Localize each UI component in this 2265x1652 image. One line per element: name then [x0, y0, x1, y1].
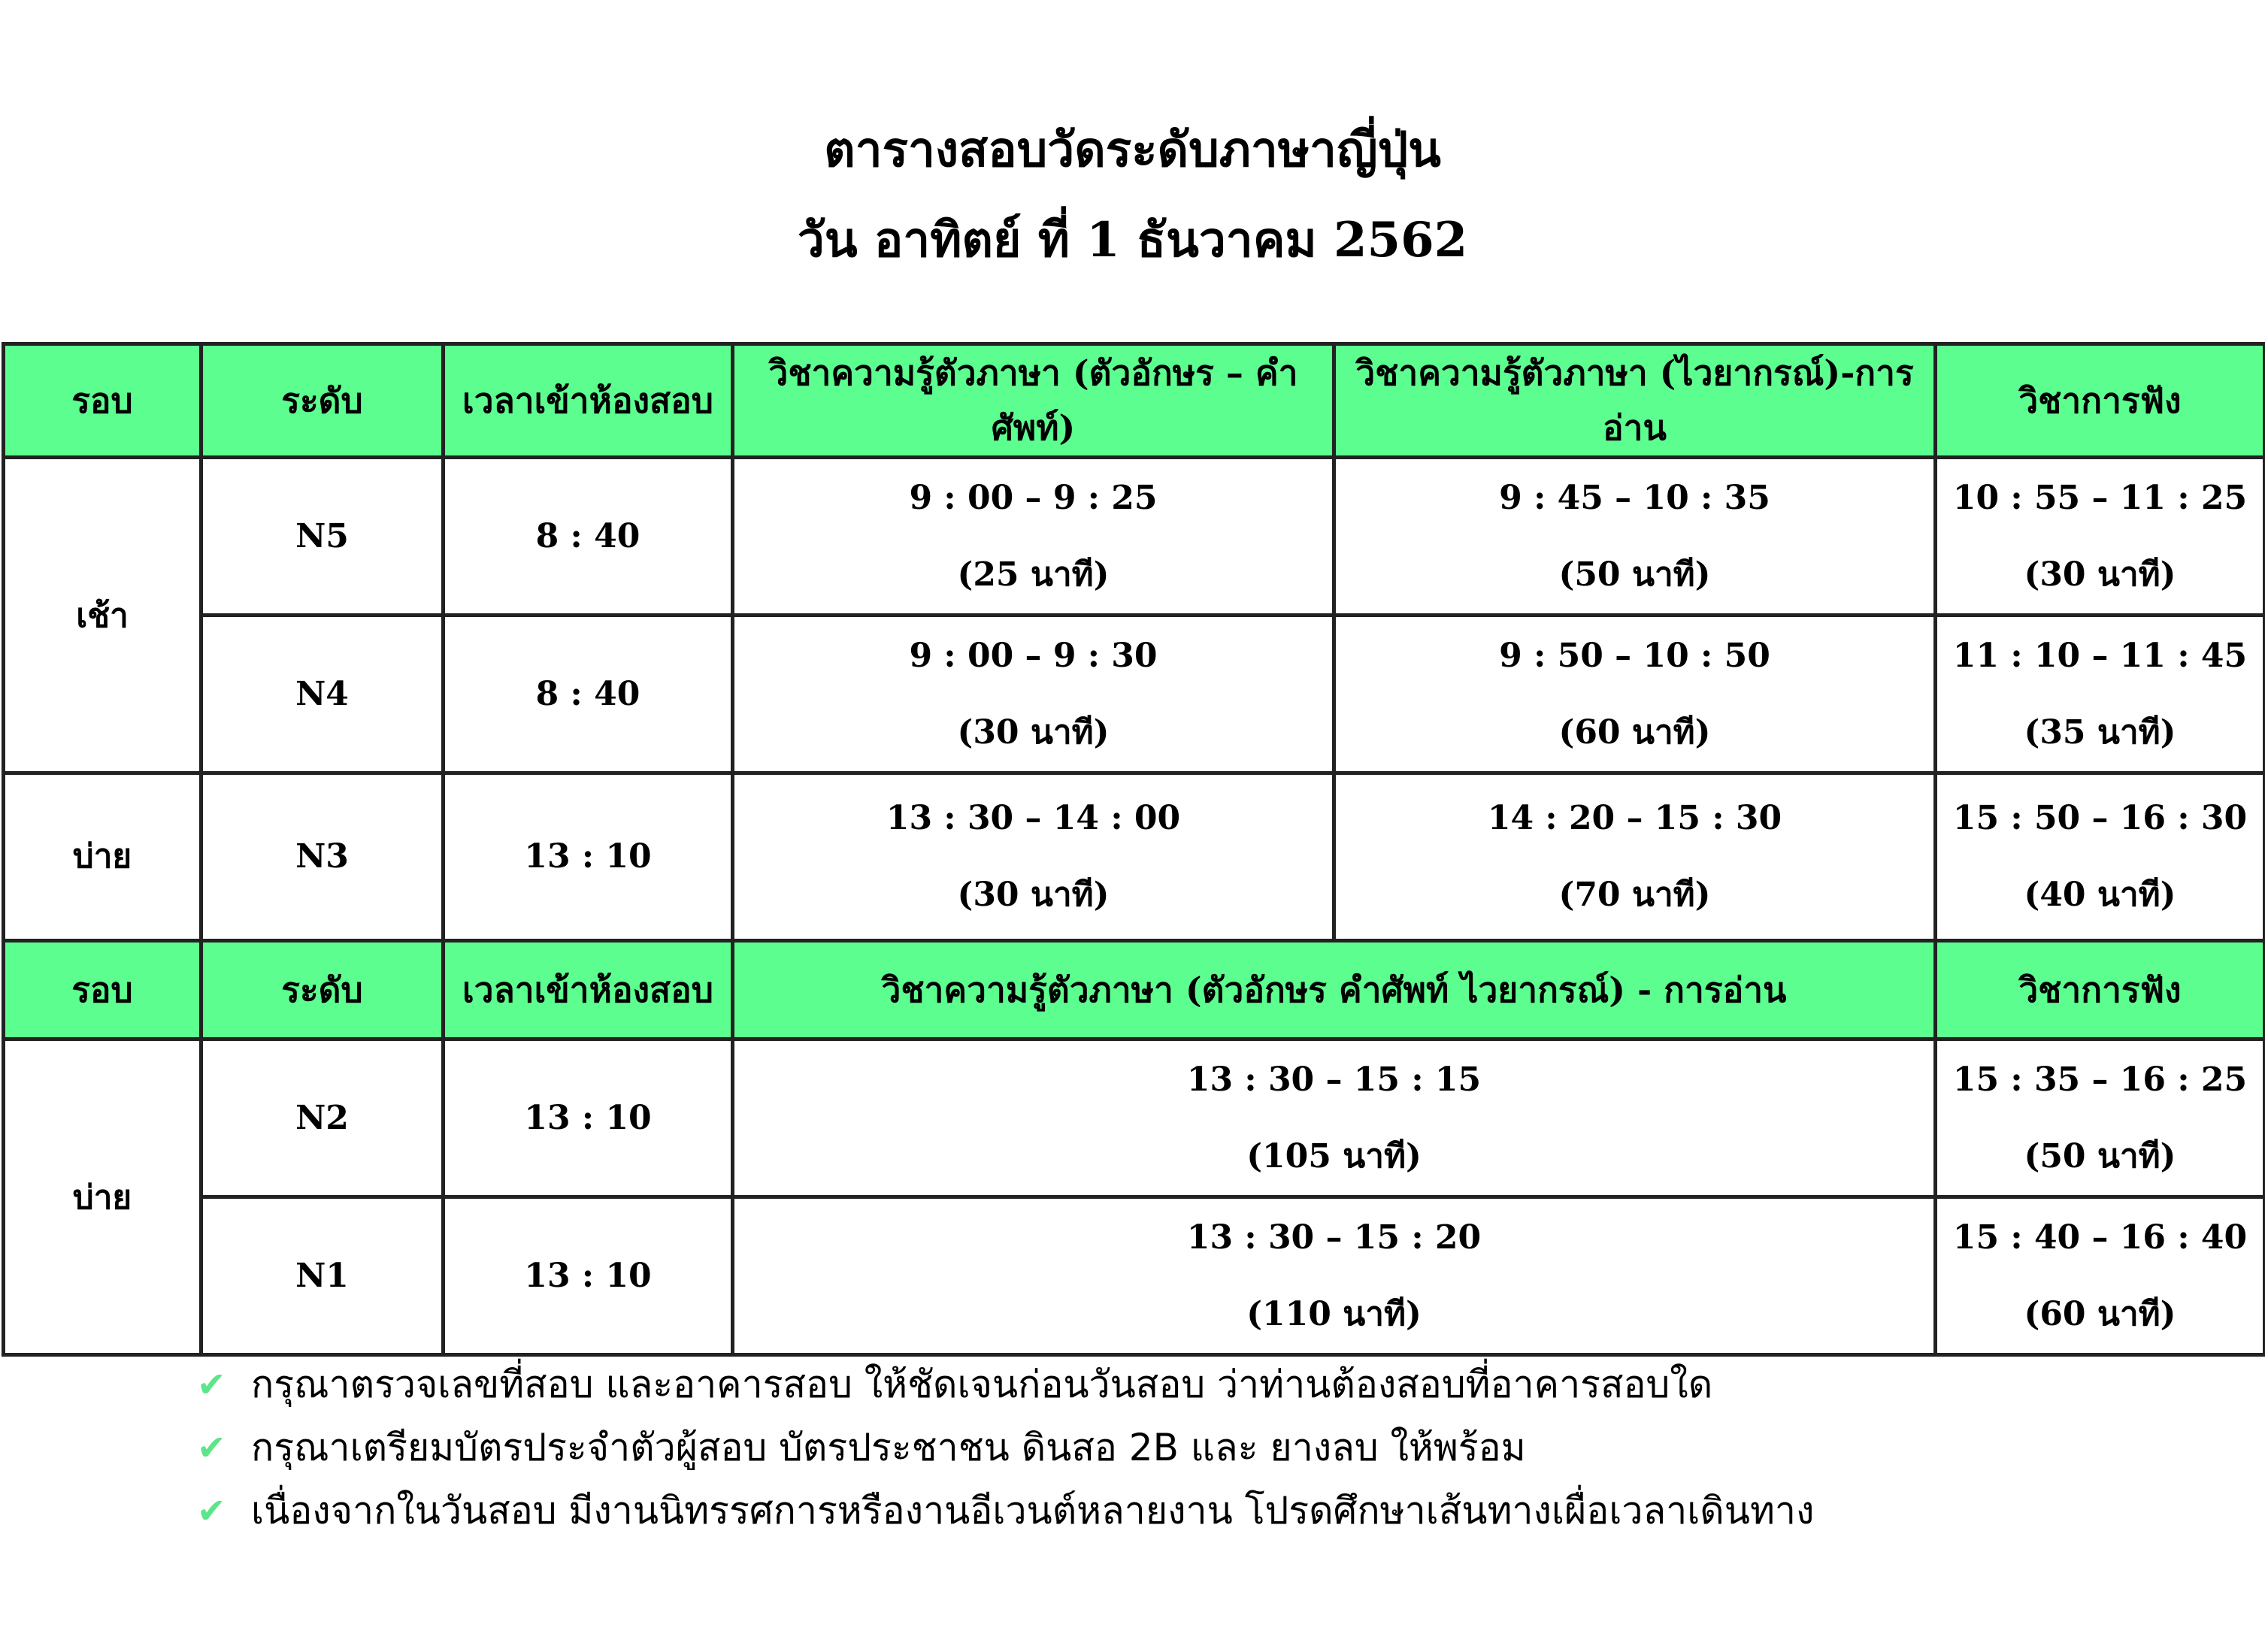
header-entry-time: เวลาเข้าห้องสอบ	[444, 941, 733, 1039]
exam-schedule-table	[2, 342, 2265, 1357]
header-entry-time: เวลาเข้าห้องสอบ	[444, 344, 733, 458]
entry-time-cell: 8 : 40	[444, 458, 733, 616]
check-icon: ✔	[197, 1364, 226, 1405]
entry-time-cell: 8 : 40	[444, 616, 733, 773]
listening-cell: 15 : 50 – 16 : 30 (40 นาที)	[1936, 773, 2265, 941]
check-icon: ✔	[197, 1490, 226, 1531]
note-text: กรุณาตรวจเลขที่สอบ และอาคารสอบ ให้ชัดเจนก่อนวันสอบ ว่าท่านต้องสอบที่อาคารสอบใด	[251, 1362, 1713, 1406]
list-item	[197, 1416, 1814, 1479]
entry-time-cell: 13 : 10	[444, 1039, 733, 1197]
level-cell: N2	[201, 1039, 444, 1197]
table-row	[4, 773, 2265, 941]
header-vocab: วิชาความรู้ตัวภาษา (ตัวอักษร – คำศัพท์)	[733, 344, 1334, 458]
level-cell: N4	[201, 616, 444, 773]
listening-cell: 10 : 55 – 11 : 25 (30 นาที)	[1936, 458, 2265, 616]
table-row	[4, 1197, 2265, 1355]
list-item	[197, 1479, 1814, 1542]
header-listening: วิชาการฟัง	[1936, 344, 2265, 458]
round-afternoon: บ่าย	[4, 1039, 201, 1355]
header-listening: วิชาการฟัง	[1936, 941, 2265, 1039]
page-subtitle: วัน อาทิตย์ ที่ 1 ธันวาคม 2562	[797, 212, 1468, 268]
note-text: กรุณาเตรียมบัตรประจำตัวผู้สอบ บัตรประชาชน ดินสอ 2B และ ยางลบ ให้พร้อม	[251, 1425, 1526, 1469]
entry-time-cell: 13 : 10	[444, 1197, 733, 1355]
vocab-cell: 13 : 30 – 14 : 00 (30 นาที)	[733, 773, 1334, 941]
header-level: ระดับ	[201, 941, 444, 1039]
header-combined: วิชาความรู้ตัวภาษา (ตัวอักษร คำศัพท์ ไวยากรณ์) - การอ่าน	[733, 941, 1936, 1039]
header-row-2	[4, 941, 2265, 1039]
table-row	[4, 616, 2265, 773]
round-morning: เช้า	[4, 458, 201, 773]
level-cell: N3	[201, 773, 444, 941]
grammar-cell: 14 : 20 – 15 : 30 (70 นาที)	[1334, 773, 1936, 941]
combined-cell: 13 : 30 – 15 : 15 (105 นาที)	[733, 1039, 1936, 1197]
table-row	[4, 458, 2265, 616]
header-round: รอบ	[4, 941, 201, 1039]
grammar-cell: 9 : 45 – 10 : 35 (50 นาที)	[1334, 458, 1936, 616]
listening-cell: 11 : 10 – 11 : 45 (35 นาที)	[1936, 616, 2265, 773]
entry-time-cell: 13 : 10	[444, 773, 733, 941]
level-cell: N1	[201, 1197, 444, 1355]
note-text: เนื่องจากในวันสอบ มีงานนิทรรศการหรืองานอีเวนต์หลายงาน โปรดศึกษาเส้นทางเผื่อเวลาเดินทาง	[251, 1488, 1815, 1532]
vocab-cell: 9 : 00 – 9 : 25 (25 นาที)	[733, 458, 1334, 616]
listening-cell: 15 : 35 – 16 : 25 (50 นาที)	[1936, 1039, 2265, 1197]
header-round: รอบ	[4, 344, 201, 458]
combined-cell: 13 : 30 – 15 : 20 (110 นาที)	[733, 1197, 1936, 1355]
header-level: ระดับ	[201, 344, 444, 458]
title-block	[0, 105, 2265, 286]
page-title: ตารางสอบวัดระดับภาษาญี่ปุ่น	[824, 122, 1441, 178]
header-grammar: วิชาความรู้ตัวภาษา (ไวยากรณ์)-การอ่าน	[1334, 344, 1936, 458]
listening-cell: 15 : 40 – 16 : 40 (60 นาที)	[1936, 1197, 2265, 1355]
grammar-cell: 9 : 50 – 10 : 50 (60 นาที)	[1334, 616, 1936, 773]
notes-list	[197, 1353, 1814, 1542]
level-cell: N5	[201, 458, 444, 616]
table-row	[4, 1039, 2265, 1197]
header-row-1	[4, 344, 2265, 458]
list-item	[197, 1353, 1814, 1416]
vocab-cell: 9 : 00 – 9 : 30 (30 นาที)	[733, 616, 1334, 773]
round-afternoon: บ่าย	[4, 773, 201, 941]
check-icon: ✔	[197, 1427, 226, 1468]
